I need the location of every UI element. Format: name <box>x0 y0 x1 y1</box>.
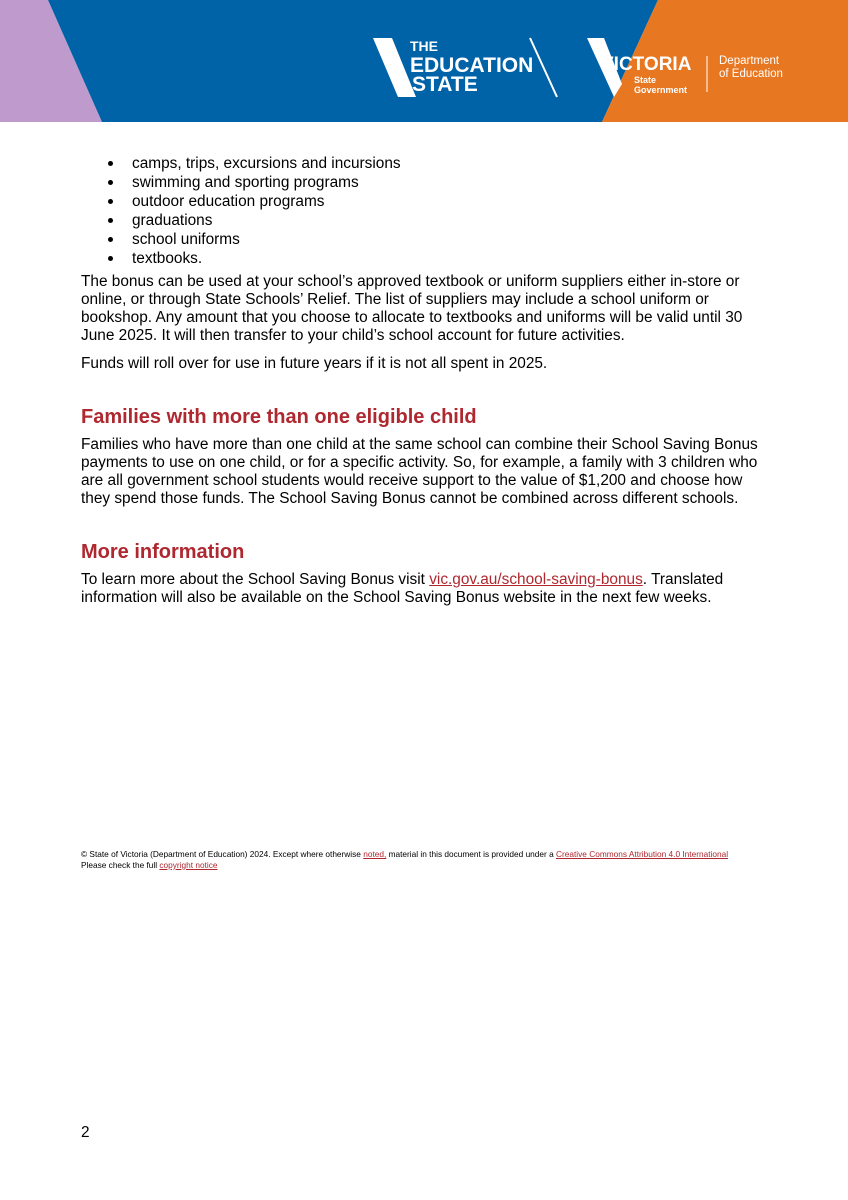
education-state-state: STATE <box>412 73 478 96</box>
families-heading: Families with more than one eligible child <box>81 406 477 428</box>
list-item: textbooks. <box>81 249 771 268</box>
banner-graphic <box>0 0 848 122</box>
copyright-footer <box>81 849 781 871</box>
more-info-heading: More information <box>81 541 245 563</box>
list-item: school uniforms <box>81 230 771 249</box>
copyright-line <box>81 849 781 860</box>
creative-commons-link[interactable]: Creative Commons Attribution 4.0 International <box>556 849 729 859</box>
activities-list <box>81 154 771 268</box>
copyright-middle: material in this document is provided under a <box>386 849 557 859</box>
department-line-2: of Education <box>719 68 783 80</box>
education-state-the: THE <box>410 38 438 54</box>
school-saving-bonus-link[interactable]: vic.gov.au/school-saving-bonus <box>429 571 643 588</box>
rollover-paragraph: Funds will roll over for use in future years if it is not all spent in 2025. <box>81 355 548 372</box>
victoria-government: Government <box>634 85 688 95</box>
victoria-wordmark: VICTORIA <box>601 54 692 75</box>
blue-band <box>48 0 658 122</box>
department-line-1: Department <box>719 55 780 67</box>
list-item: graduations <box>81 211 771 230</box>
copyright-prefix: © State of Victoria (Department of Education) 2024. Except where otherwise <box>81 849 364 859</box>
header-banner <box>0 0 848 122</box>
bonus-use-paragraph: The bonus can be used at your school’s approved textbook or uniform suppliers either in-store or online, or through State Schools’ Relief. The list of suppliers may include a school uniform or bookshop. Any amount that you choose to allocate to textbooks and uniforms will be valid until 30 June 2025. It will then transfer to your child’s school account for future activities. <box>81 273 743 344</box>
list-item: outdoor education programs <box>81 192 771 211</box>
page-number: 2 <box>81 1124 90 1141</box>
list-item: swimming and sporting programs <box>81 173 771 192</box>
victoria-state: State <box>634 75 657 85</box>
education-state-education: EDUCATION <box>410 54 534 77</box>
more-info-paragraph <box>81 571 771 607</box>
copyright-check-line <box>81 860 781 871</box>
noted-link[interactable]: noted, <box>363 849 387 859</box>
list-item: camps, trips, excursions and incursions <box>81 154 771 173</box>
check-prefix: Please check the full <box>81 860 160 870</box>
more-info-prefix: To learn more about the School Saving Bonus visit <box>81 571 430 588</box>
families-paragraph: Families who have more than one child at the same school can combine their School Saving Bonus payments to use on one child, or for a specific activity. So, for example, a family with 3 children who are all government school students would receive support to the value of $1,200 and choose how they spend those funds. The School Saving Bonus cannot be combined across different schools. <box>81 436 758 507</box>
copyright-notice-link[interactable]: copyright notice <box>159 860 218 870</box>
more-info-suffix: . Translated information will also be available on the School Saving Bonus website in the next few weeks. <box>81 571 724 606</box>
document-body <box>81 154 771 607</box>
